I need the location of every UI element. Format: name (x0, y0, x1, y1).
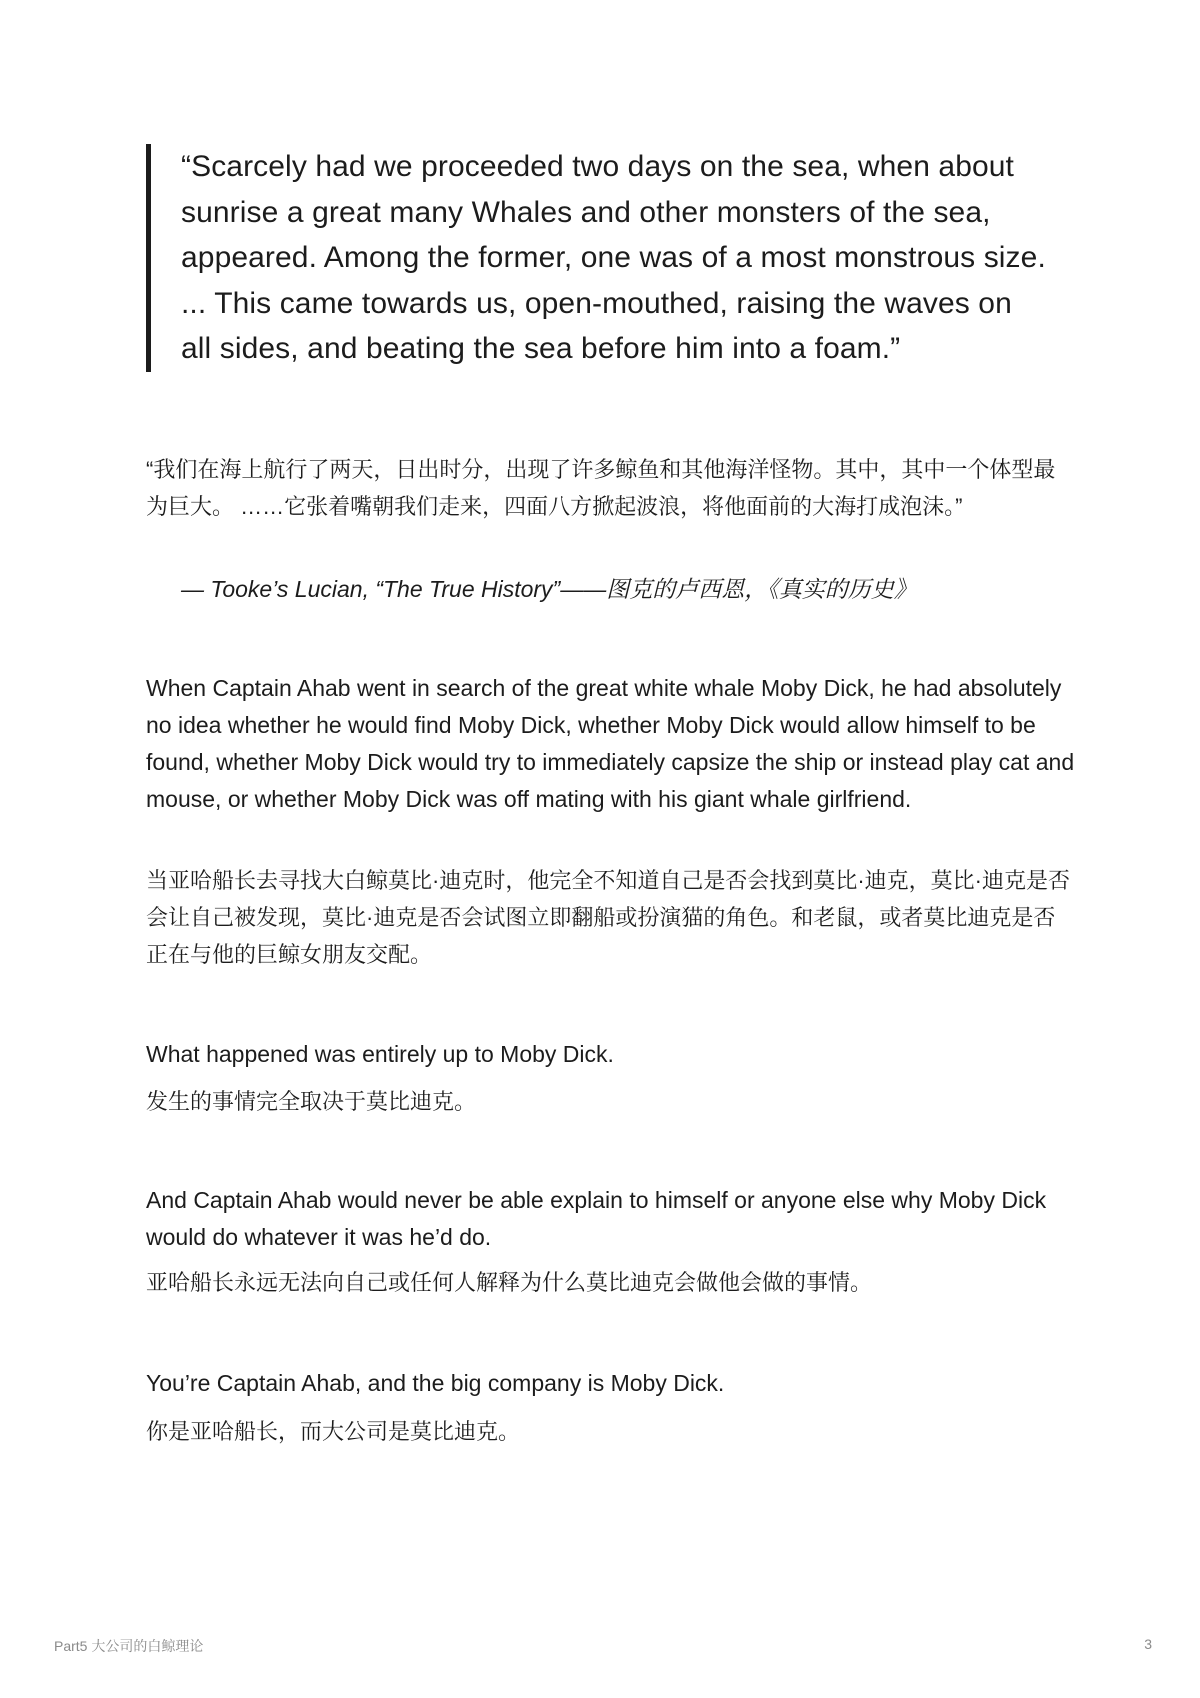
blockquote (146, 144, 1046, 372)
page-number: 3 (1144, 1636, 1152, 1652)
paragraph-english: And Captain Ahab would never be able explain to himself or anyone else why Moby Dick would do whatever it was he’d do. (146, 1187, 1047, 1250)
paragraph-chinese: 你是亚哈船长，而大公司是莫比迪克。 (146, 1419, 521, 1444)
quote-english: “Scarcely had we proceeded two days on the sea, when about sunrise a great many Whales and other monsters of the sea, appeared. Among the former, one was of a most monstrous size. ... This came towards us, open-mouthed, raising the waves on all sides, and beating the sea before him into a foam.” (181, 150, 1046, 365)
paragraph-chinese: 当亚哈船长去寻找大白鲸莫比·迪克时，他完全不知道自己是否会找到莫比·迪克，莫比·迪克是否会让自己被发现，莫比·迪克是否会试图立即翻船或扮演猫的角色。和老鼠，或者莫比迪克是否正在与他的巨鲸女朋友交配。 (146, 868, 1070, 967)
footer-section-title: Part5 大公司的白鲸理论 (54, 1638, 204, 1654)
paragraph-english: What happened was entirely up to Moby Dick. (146, 1041, 614, 1067)
quote-attribution: — Tooke’s Lucian, “The True History”——图克的卢西恩，《真实的历史》 (181, 576, 917, 602)
paragraph-chinese: 发生的事情完全取决于莫比迪克。 (146, 1089, 477, 1114)
paragraph-english: When Captain Ahab went in search of the great white whale Moby Dick, he had absolutely no idea whether he would find Moby Dick, whether Moby Dick would allow himself to be found, whether Moby Dick would try to immediately capsize the ship or instead play cat and mouse, or whether Moby Dick was off mating with his giant whale girlfriend. (146, 675, 1075, 812)
quote-chinese: “我们在海上航行了两天，日出时分，出现了许多鲸鱼和其他海洋怪物。其中，其中一个体型最为巨大。 ……它张着嘴朝我们走来，四面八方掀起波浪，将他面前的大海打成泡沫。” (146, 457, 1056, 519)
paragraph-chinese: 亚哈船长永远无法向自己或任何人解释为什么莫比迪克会做他会做的事情。 (146, 1270, 873, 1295)
paragraph-english: You’re Captain Ahab, and the big company is Moby Dick. (146, 1370, 725, 1396)
